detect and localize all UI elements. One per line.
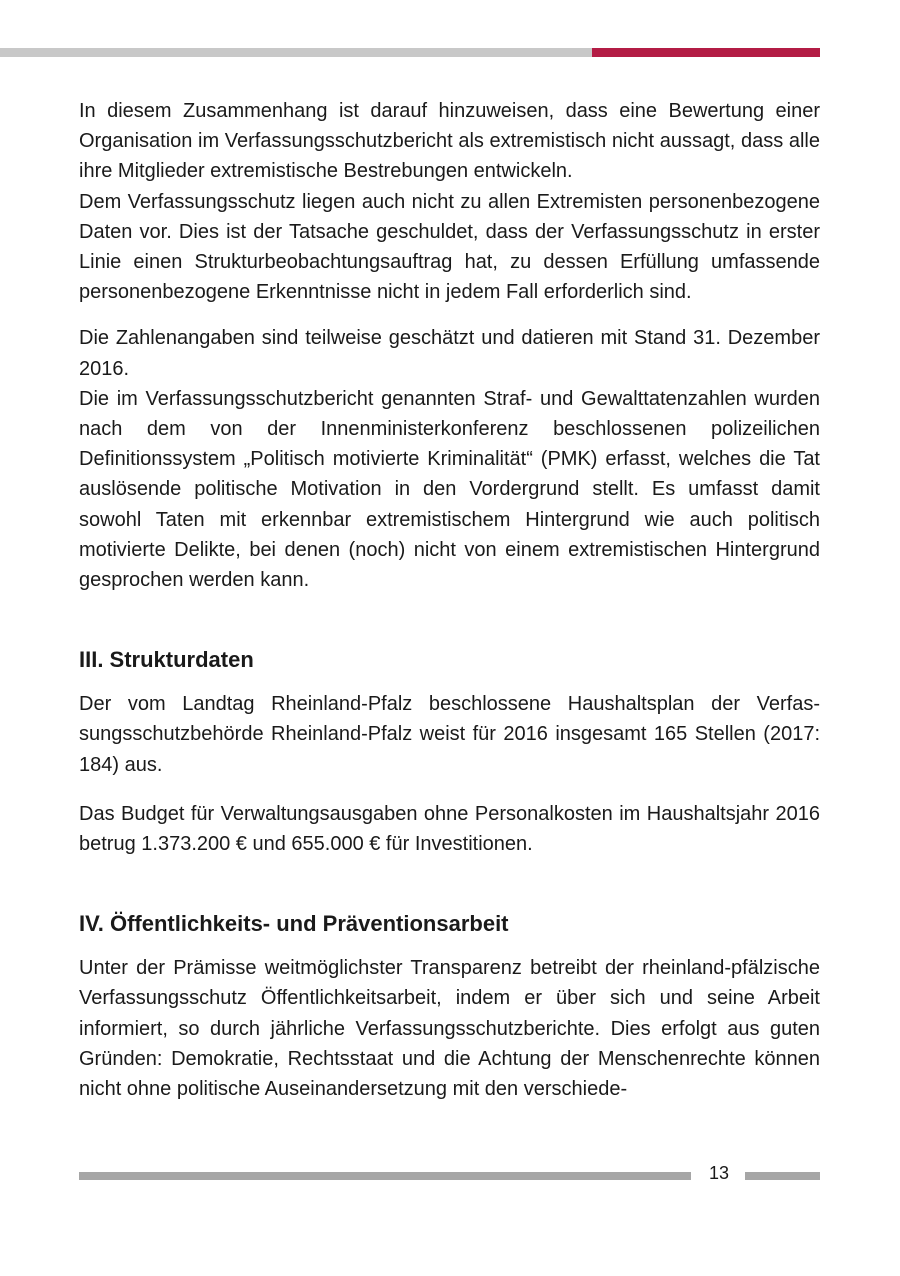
paragraph-pmk-system: Die im Verfassungsschutzbericht genannten Straf- und Gewalttatenzahlen wurden nach dem von der Innenministerkonferenz beschlossenen polizeilichen Definitionssystem „Politisch motivierte Kriminalität“ (PMK) erfasst, welches die Tat auslösende politische Motivation in den Vordergrund stellt. Es umfasst damit sowohl Taten mit erkennbar extremistischem Hintergrund wie auch politisch motivierte Delikte, bei denen (noch) nicht von einem extremistischen Hintergrund gesprochen werden kann. [79, 387, 820, 592]
section-heading-strukturdaten: III. Strukturdaten [79, 647, 254, 673]
spacer [79, 780, 820, 799]
footer-bar-left [79, 1172, 691, 1180]
footer-bar-right [745, 1172, 820, 1180]
paragraph-personal-data: Dem Verfassungsschutz liegen auch nicht zu allen Extremisten personenbezogene Daten vor. Dies ist der Tatsache geschuldet, dass der Verfassungsschutz in erster Linie einen Strukturbeobachtungsauftrag hat, zu dessen Erfüllung umfassende personenbezogene Erkenntnisse nicht in jedem Fall erforderlich sind. [79, 190, 820, 304]
header-bar-accent [592, 48, 820, 57]
paragraph-extremism-note: In diesem Zusammenhang ist darauf hinzuweisen, dass eine Bewertung einer Organisation im Verfassungsschutzbericht als extremistisch nicht aussagt, dass alle ihre Mitglieder extremistische Bestrebungen entwickeln. [79, 100, 820, 183]
main-content [79, 96, 820, 1104]
section-heading-public-relations: IV. Öffentlichkeits- und Präventionsarbeit [79, 911, 509, 937]
page-number: 13 [708, 1163, 730, 1183]
header-bar-gray [0, 48, 592, 57]
spacer [79, 939, 820, 953]
spacer [79, 675, 820, 689]
spacer [79, 307, 820, 323]
spacer [79, 595, 820, 645]
paragraph-figures-date: Die Zahlenangaben sind teilweise geschätzt und datieren mit Stand 31. Dezember 2016. [79, 327, 820, 380]
paragraph-transparency: Unter der Prämisse weitmöglichster Transparenz betreibt der rheinland-pfälzische Verfassungsschutz Öffentlichkeitsarbeit, indem er über sich und seine Arbeit informiert, so durch jährliche Verfassungsschutzberichte. Dies erfolgt aus guten Gründen: Demokratie, Rechtsstaat und die Achtung der Menschenrechte können nicht ohne politische Auseinandersetzung mit den verschiede- [79, 957, 820, 1101]
paragraph-budget-plan: Der vom Landtag Rheinland-Pfalz beschlossene Haushaltsplan der Verfassungsschutzbehörde Rheinland-Pfalz weist für 2016 insgesamt 165 Stellen (2017: 184) aus. [79, 693, 820, 776]
paragraph-admin-budget: Das Budget für Verwaltungsausgaben ohne Personalkosten im Haushaltsjahr 2016 betrug 1.373.200 € und 655.000 € für Investitionen. [79, 802, 820, 856]
spacer [79, 859, 820, 909]
